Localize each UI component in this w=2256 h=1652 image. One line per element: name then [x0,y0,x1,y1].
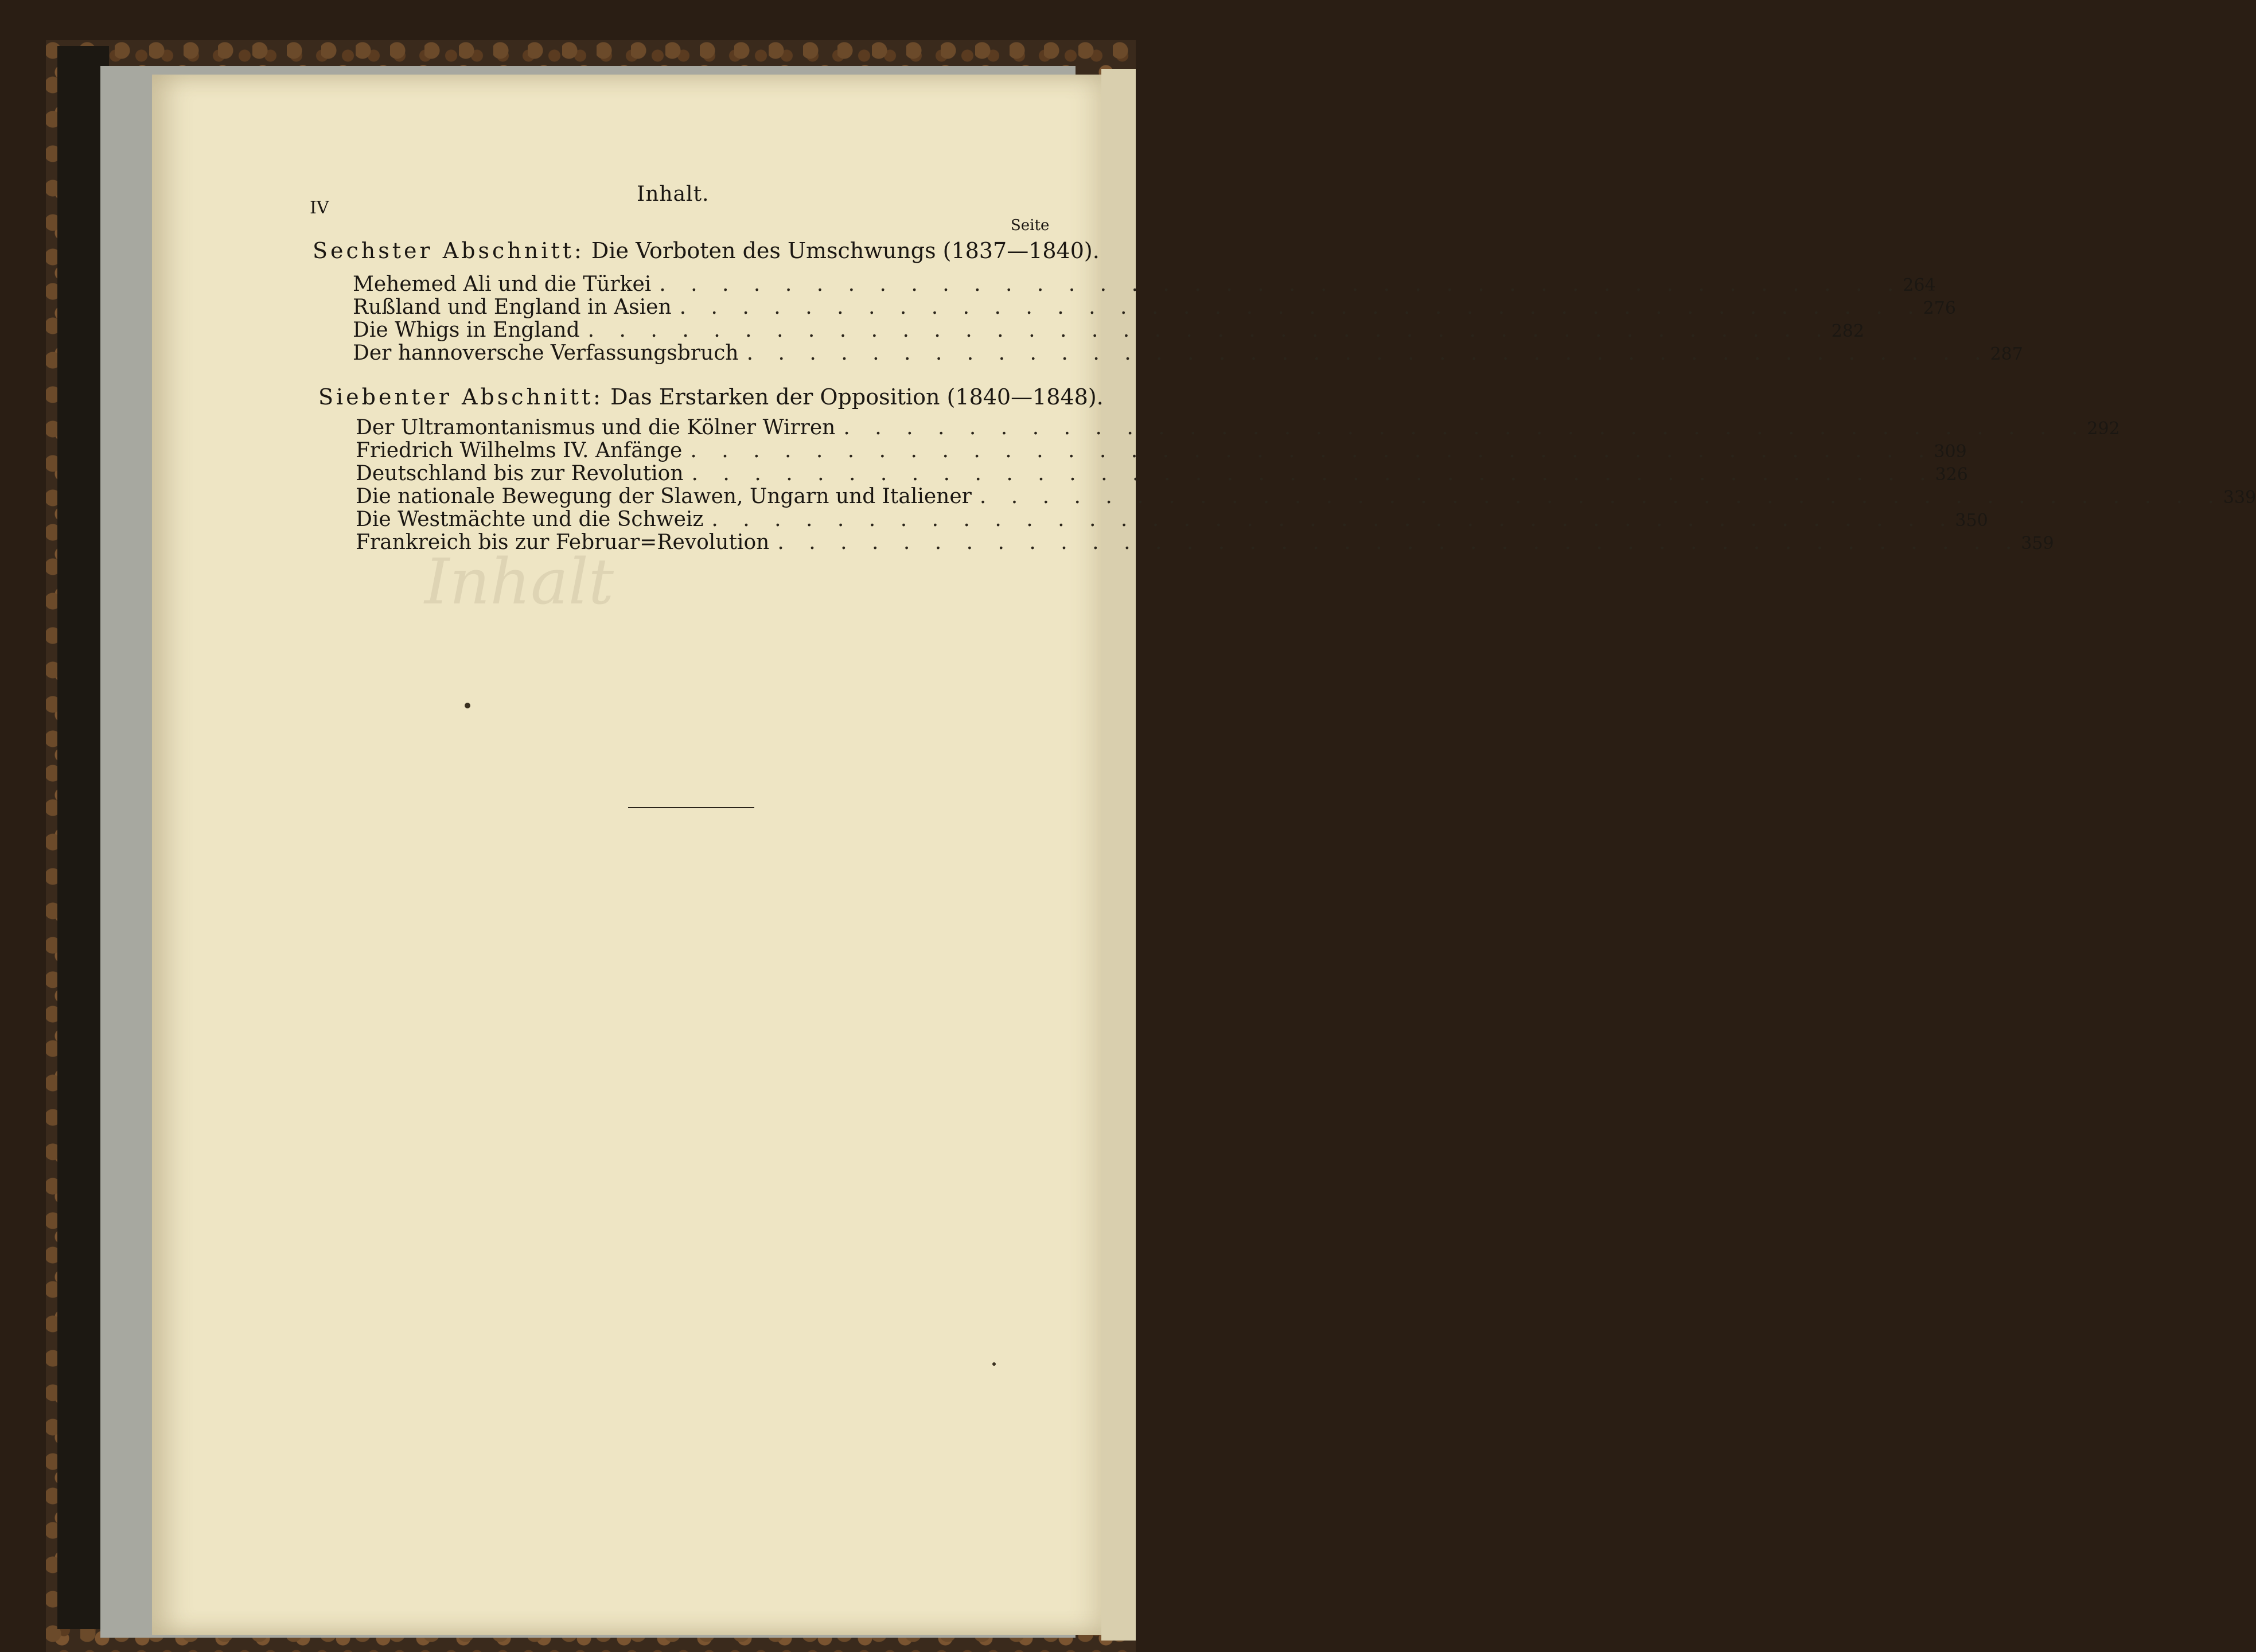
toc-entry [356,416,2120,439]
closing-rule [628,807,754,808]
page-number: IV [310,198,329,218]
running-head: Inhalt. [637,182,710,206]
entry-page: 326 [1935,465,1968,485]
toc-entry [356,531,2054,554]
leader-dots: . . . . . . . . . . . . . . . . . . . . . . . . . . . . . . . . . . . . . . . . [777,531,2021,554]
entry-title: Der hannoversche Verfassungsbruch [353,341,739,365]
entry-page: 282 [1831,321,1864,341]
leader-dots: . . . . . . . . . . . . . . . . . . . . . . . . . . . . . . . . . . . . . . . . [679,295,1923,319]
entry-title: Die nationale Bewegung der Slawen, Ungarn und Italiener [356,485,972,508]
leader-dots: . . . . . . . . . . . . . . . . . . . . . . . . . . . . . . . . . . . . . . . . [587,318,1832,342]
entry-title: Der Ultramontanismus und die Kölner Wirren [356,416,836,439]
entry-page: 287 [1990,344,2023,364]
section-title: Das Erstarken der Opposition (1840—1848). [610,384,1104,410]
leader-dots: . . . . . . . . . . . . . . . . . . . . . . . . . . . . . . . . . . . . . . . . [843,416,2087,439]
entry-title: Frankreich bis zur Februar=Revolution [356,531,770,554]
entry-page: 264 [1903,275,1936,295]
section-label: Sechster Abschnitt: [313,238,585,263]
leader-dots: . . . . . . . . . . . . . . . . . . . . . . . . . . . . . . . . . . . . . . . . [711,508,1955,531]
entry-page: 292 [2087,419,2120,439]
toc-entry [356,485,2256,508]
toc-entry [356,439,1967,462]
section-heading [313,238,1100,263]
leader-dots: . . . . . . . . . . . . . . . . . . . . . . . . . . . . . . . . . . . . . . . . [746,341,1990,365]
entry-title: Friedrich Wilhelms IV. Anfänge [356,439,683,462]
entry-page: 276 [1923,298,1956,318]
section-heading [318,384,1104,410]
toc-entry [356,508,1988,531]
leader-dots: . . . . . . . . . . . . . . . . . . . . . . . . . . . . . . . . . . . . . . . . [691,462,1935,485]
entry-title: Mehemed Ali und die Türkei [353,272,652,296]
toc-entry [353,272,1936,296]
entry-page: 339 [2223,488,2256,508]
section-title: Die Vorboten des Umschwungs (1837—1840). [591,238,1100,263]
toc-entry [353,318,1864,342]
entry-title: Rußland und England in Asien [353,295,672,319]
section-label: Siebenter Abschnitt: [318,384,603,410]
seite-column-label: Seite [1011,217,1050,234]
entry-title: Die Westmächte und die Schweiz [356,508,704,531]
leader-dots: . . . . . . . . . . . . . . . . . . . . . . . . . . . . . . . . . . . . . . . . [979,485,2223,508]
entry-title: Die Whigs in England [353,318,580,342]
entry-title: Deutschland bis zur Revolution [356,462,684,485]
toc-entry [353,295,1956,319]
entry-page: 309 [1934,442,1967,462]
toc-entry [353,341,2023,365]
entry-page: 359 [2021,533,2054,554]
leader-dots: . . . . . . . . . . . . . . . . . . . . . . . . . . . . . . . . . . . . . . . . [690,439,1934,462]
show-through-text: Inhalt [424,545,614,618]
leader-dots: . . . . . . . . . . . . . . . . . . . . . . . . . . . . . . . . . . . . . . . . [659,272,1903,296]
entry-page: 350 [1955,511,1988,531]
toc-entry [356,462,1968,485]
